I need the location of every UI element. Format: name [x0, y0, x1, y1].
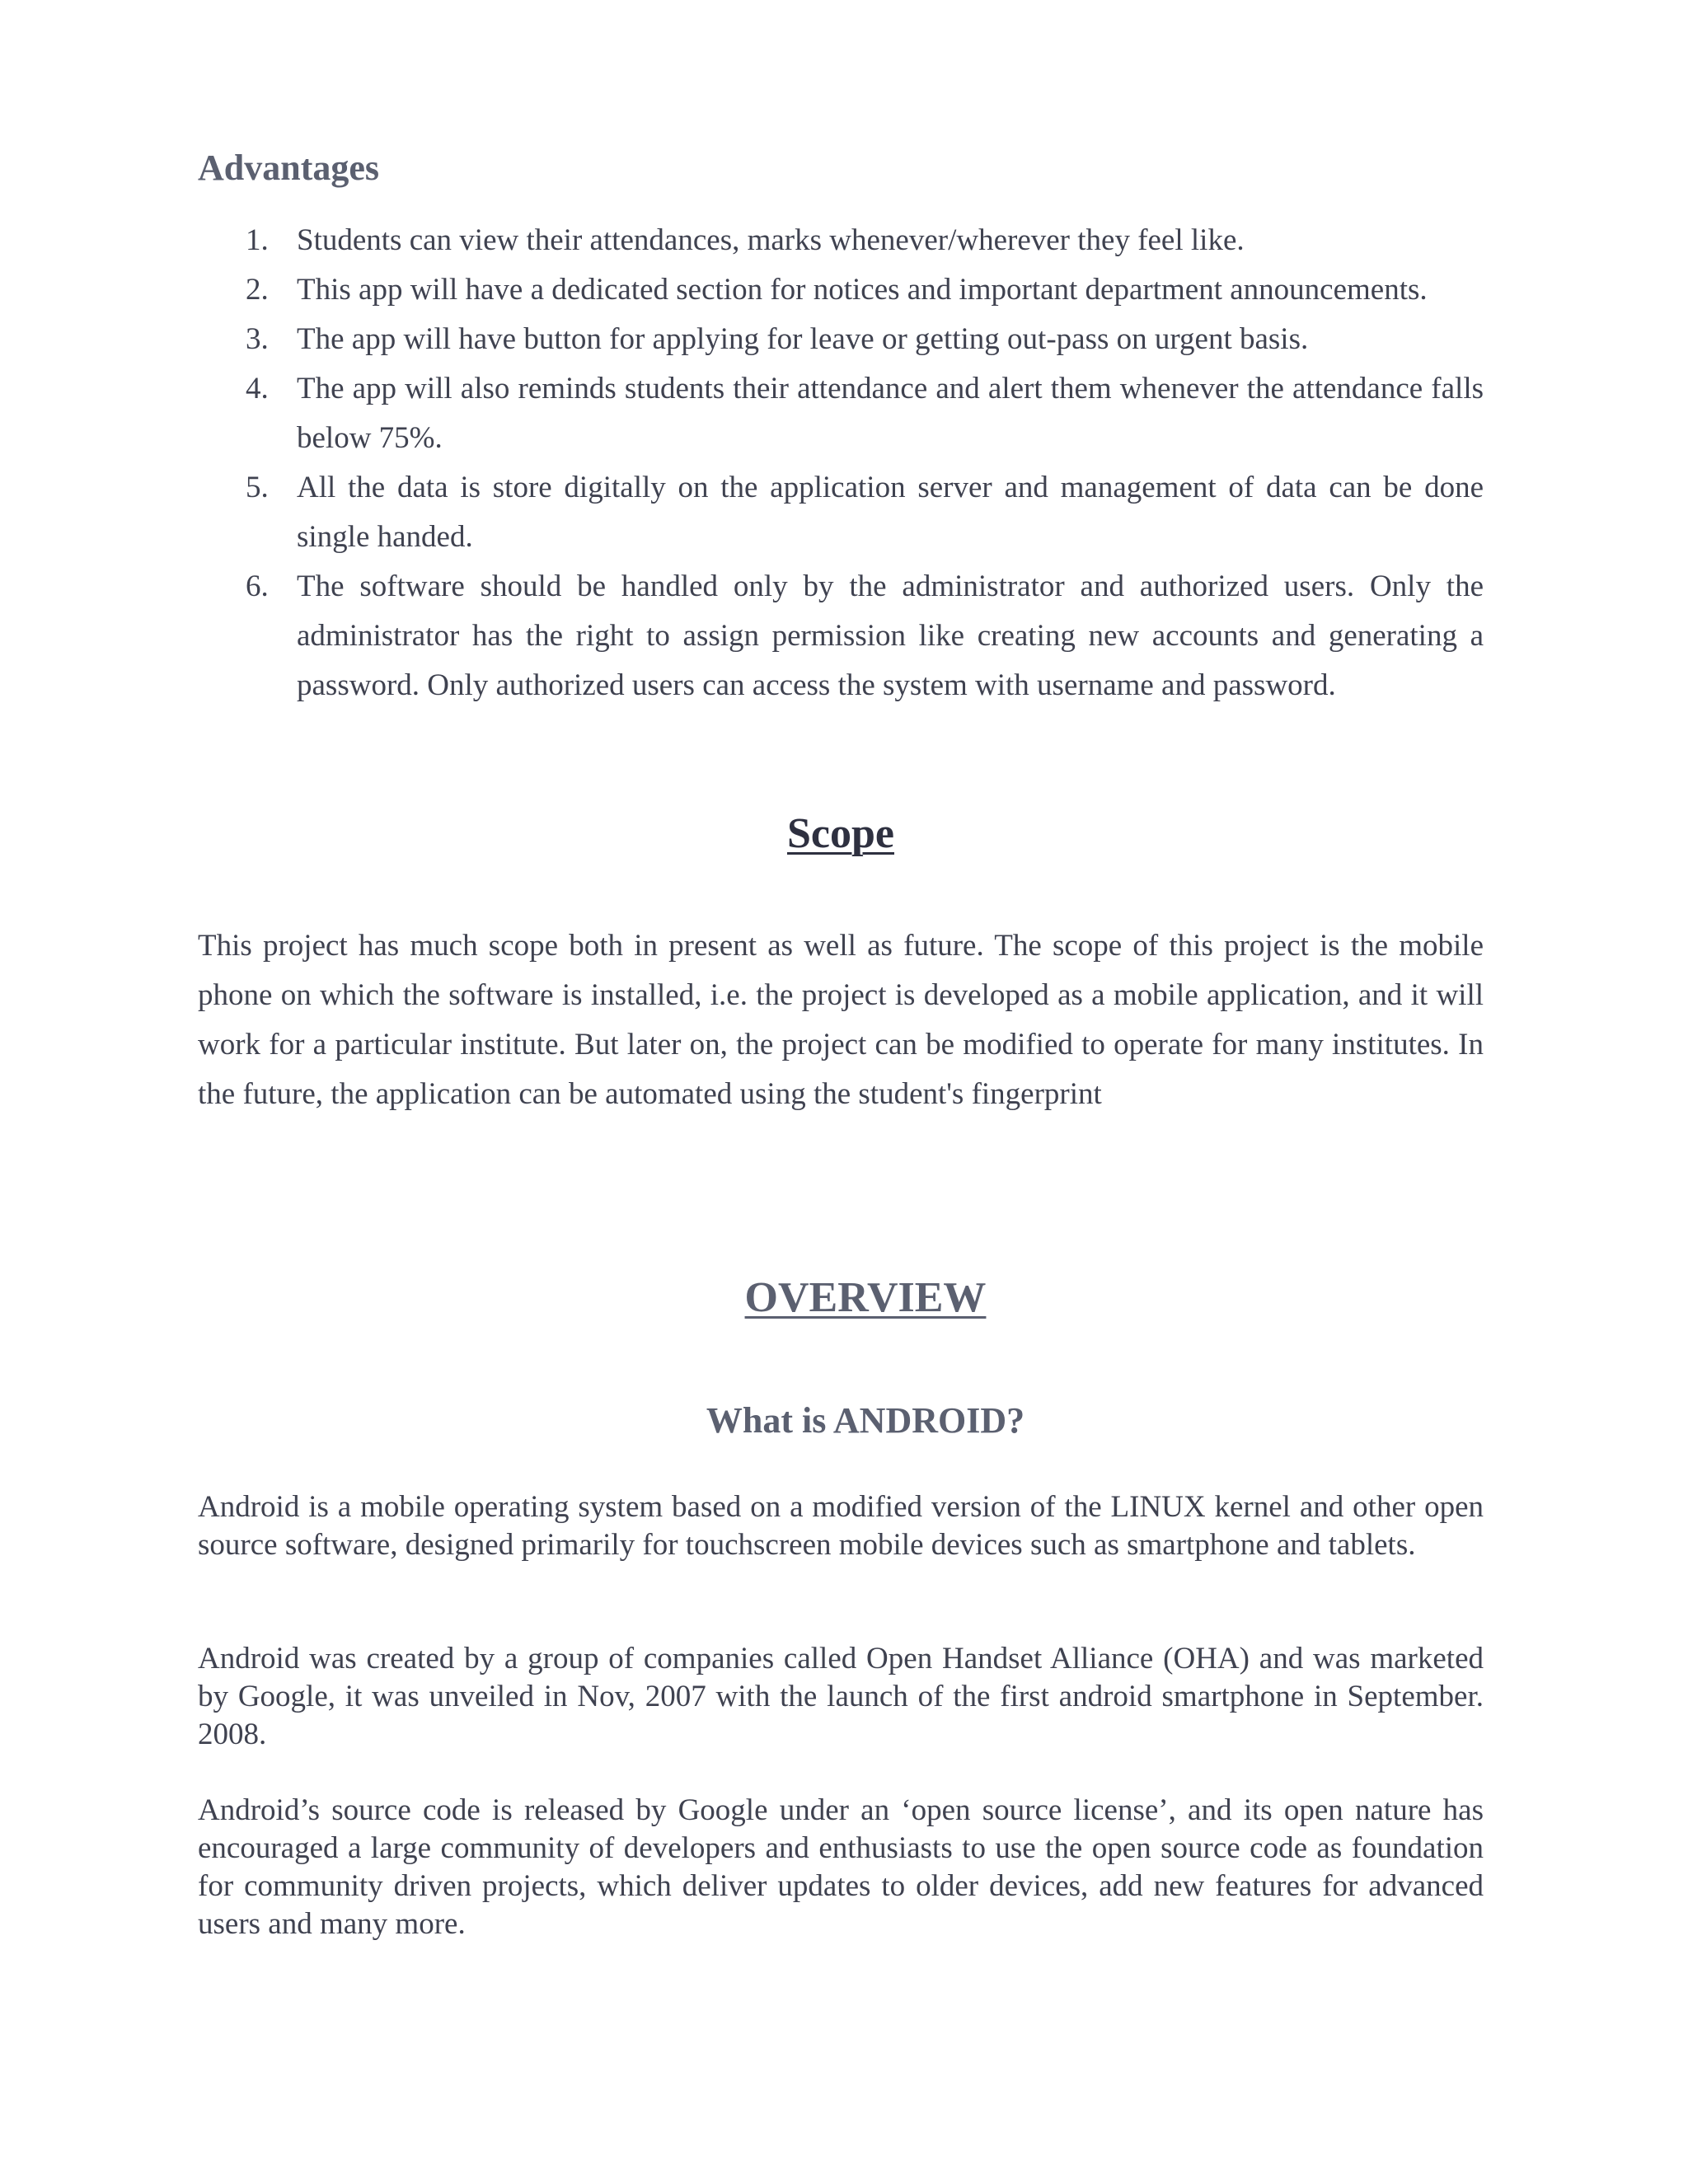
list-item-text: The software should be handled only by the administrator and authorized users. Only the administrator has the right to assign permission like creating new accounts and generating a password. Only authorized users can access the system with username and password.	[297, 569, 1484, 702]
list-item	[198, 562, 1484, 710]
list-item	[198, 364, 1484, 463]
android-paragraph-2: Android was created by a group of companies called Open Handset Alliance (OHA) and was marketed by Google, it was unveiled in Nov, 2007 with the launch of the first android smartphone in September. 2008.	[198, 1642, 1484, 1751]
list-item-number: 1.	[246, 223, 269, 257]
list-item	[198, 265, 1484, 315]
scope-heading: Scope	[787, 810, 894, 857]
list-item-number: 6.	[246, 569, 269, 603]
list-item-number: 4.	[246, 372, 269, 405]
what-is-android-heading: What is ANDROID?	[706, 1400, 1025, 1441]
list-item-text: The app will have button for applying for leave or getting out-pass on urgent basis.	[297, 322, 1309, 356]
android-paragraph-1: Android is a mobile operating system based on a modified version of the LINUX kernel and other open source software, designed primarily for touchscreen mobile devices such as smartphone and tablets.	[198, 1490, 1484, 1562]
list-item-text: This app will have a dedicated section for notices and important department announcements.	[297, 273, 1428, 307]
overview-heading: OVERVIEW	[744, 1274, 987, 1321]
list-item-text: The app will also reminds students their attendance and alert them whenever the attendance falls below 75%.	[297, 372, 1484, 455]
advantages-heading: Advantages	[198, 148, 380, 188]
list-item-text: All the data is store digitally on the application server and management of data can be done single handed.	[297, 471, 1484, 554]
list-item	[198, 315, 1484, 364]
list-item-number: 3.	[246, 322, 269, 356]
advantages-list	[198, 216, 1484, 710]
list-item-text: Students can view their attendances, marks whenever/wherever they feel like.	[297, 223, 1245, 257]
list-item-number: 5.	[246, 471, 269, 504]
list-item	[198, 463, 1484, 562]
scope-paragraph: This project has much scope both in present as well as future. The scope of this project is the mobile phone on which the software is installed, i.e. the project is developed as a mobile application, and it will work for a particular institute. But later on, the project can be modified to operate for many institutes. In the future, the application can be automated using the student's fingerprint	[198, 929, 1484, 1111]
android-paragraph-3: Android’s source code is released by Google under an ‘open source license’, and its open nature has encouraged a large community of developers and enthusiasts to use the open source code as foundation for community driven projects, which deliver updates to older devices, add new features for advanced users and many more.	[198, 1793, 1484, 1941]
list-item-number: 2.	[246, 273, 269, 307]
list-item	[198, 216, 1484, 265]
